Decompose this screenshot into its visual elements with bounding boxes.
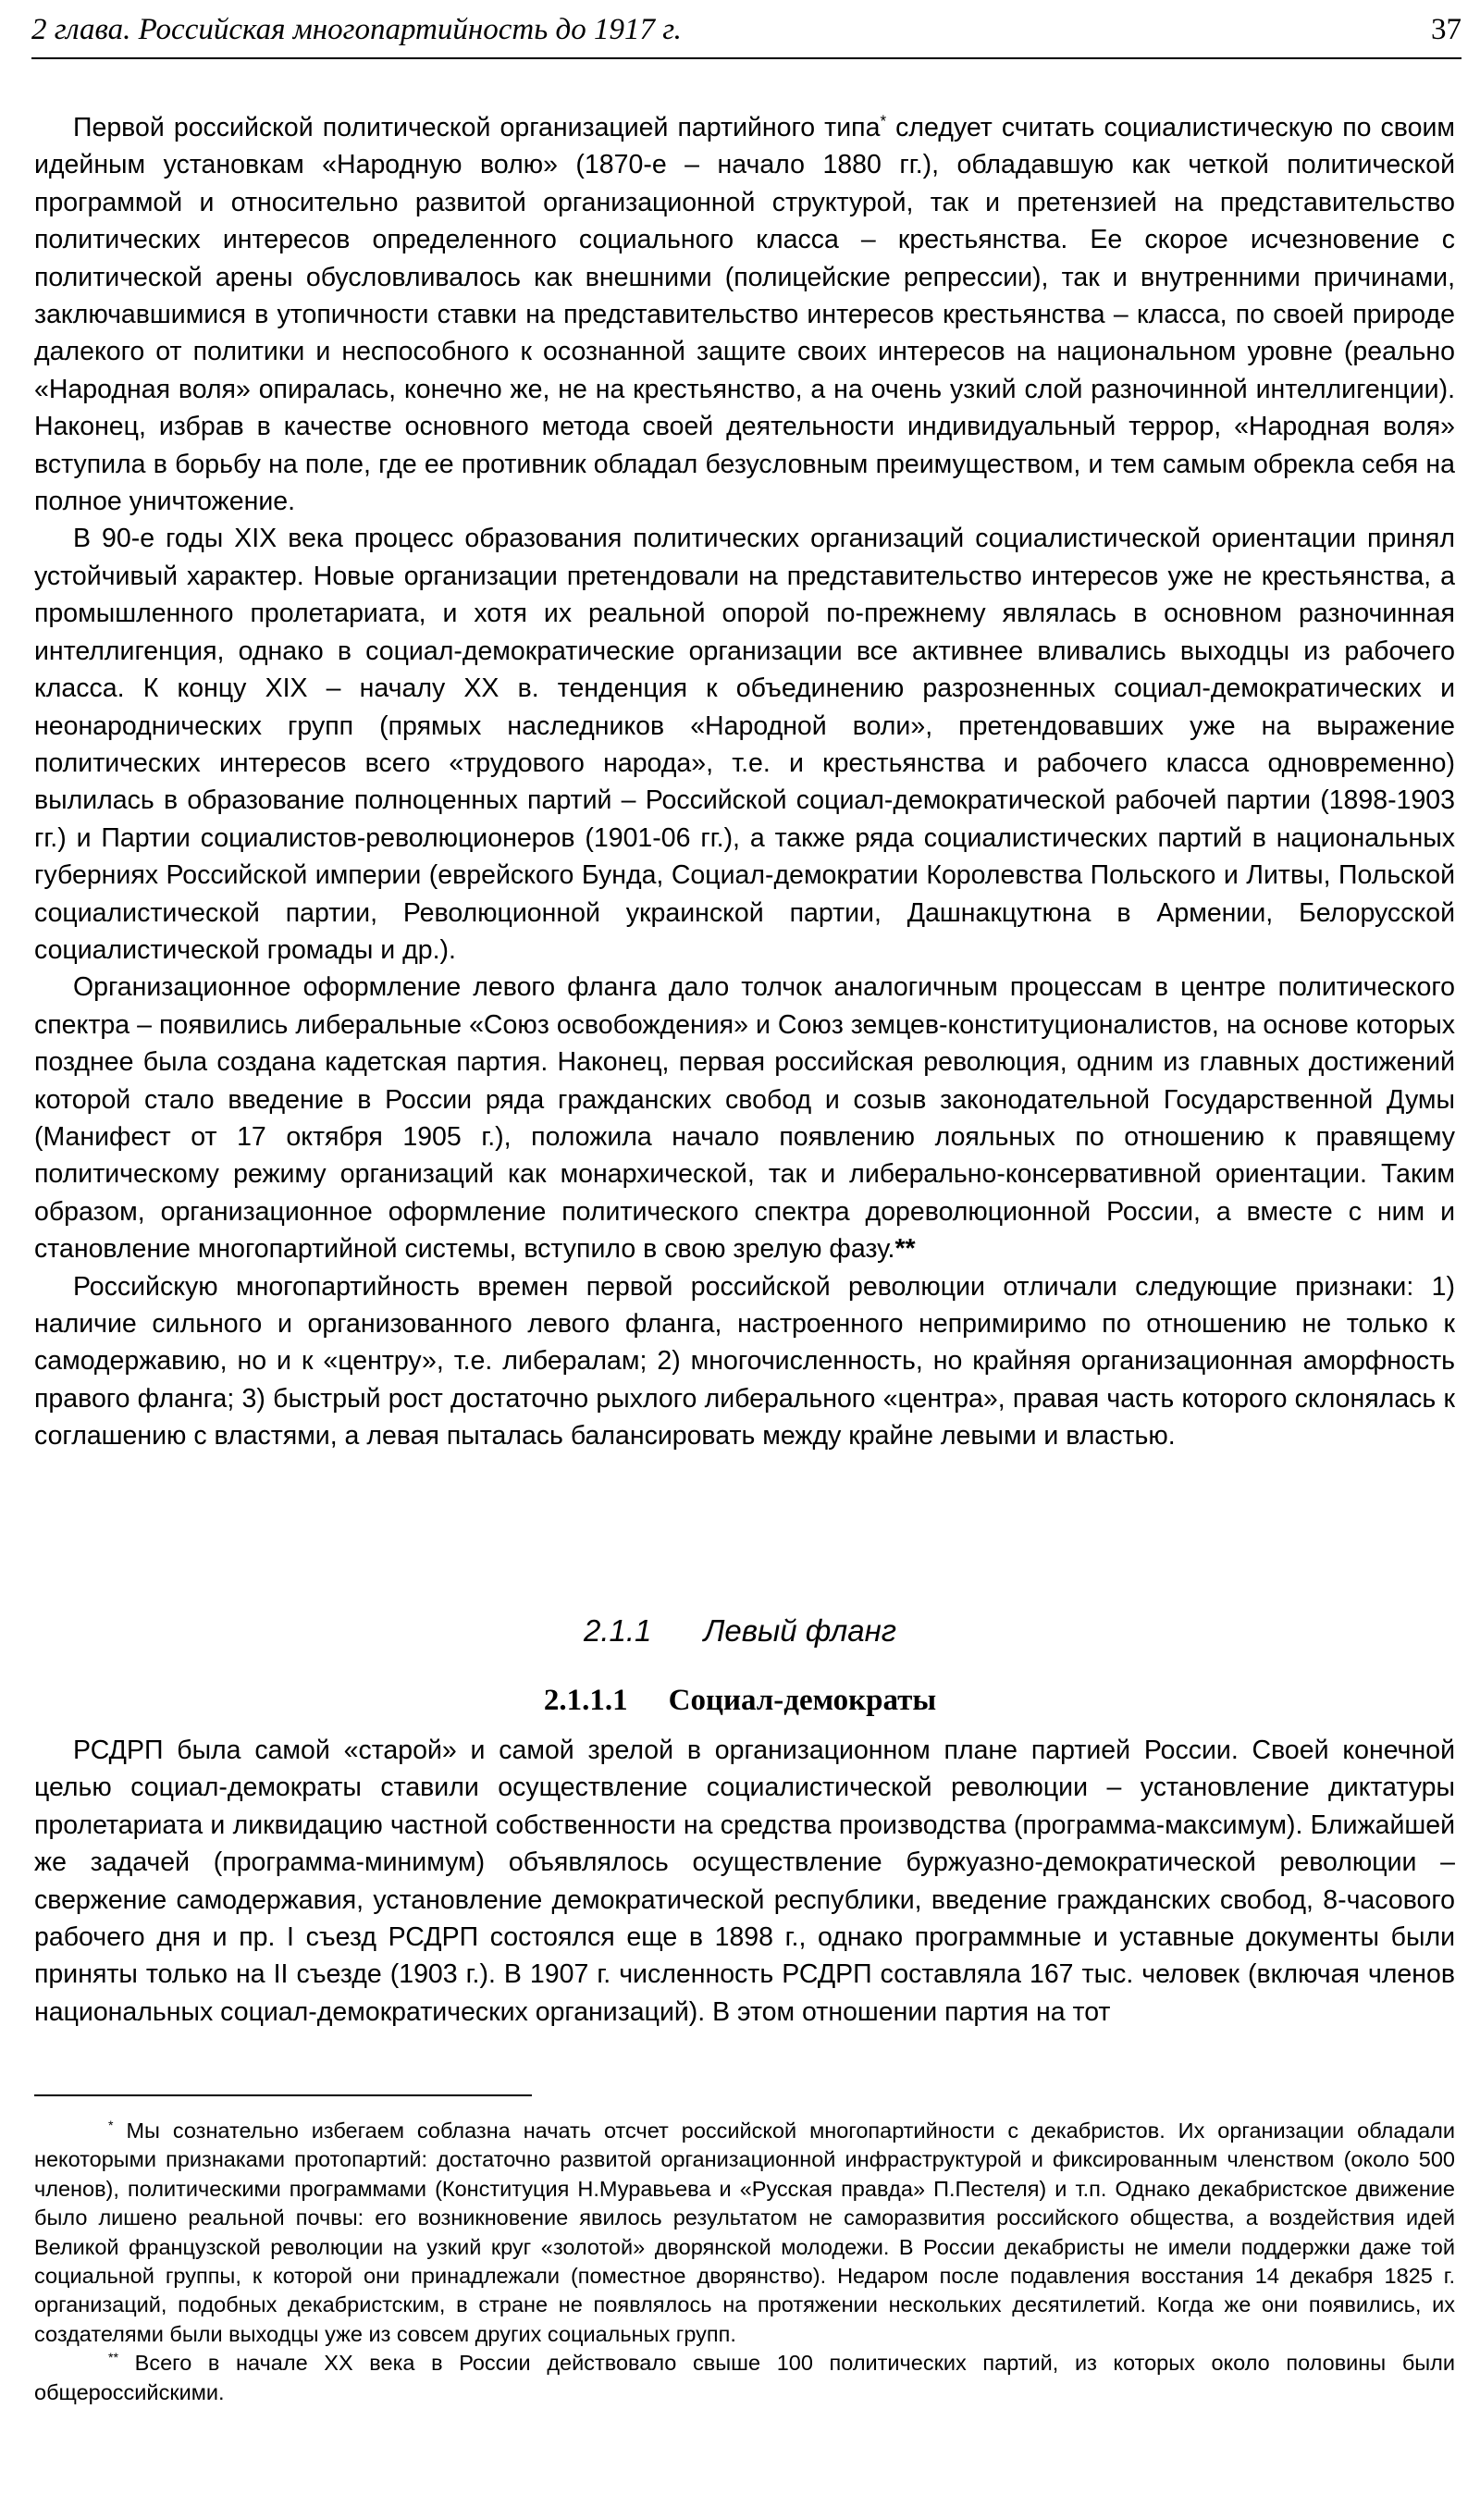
paragraph: В 90-е годы XIX века процесс образования политических организаций социалистической ориентации принял устойчивый характер. Новые организации претендовали на представительство интересов уже не крестьянства, а промышленного пролетариата, и хотя их реальной опорой по-прежнему являлась в основном разночинная интеллигенция, однако в социал-демократические организации все активнее вливались выходцы из рабочего класса. К концу XIX – началу XX в. тенденция к объединению разрозненных социал-демократических и неонароднических групп (прямых наследников «Народной воли», претендовавших уже на выражение политических интересов всего «трудового народа», т.е. и крестьянства и рабочего класса одновременно) вылилась в образование полноценных партий – Российской социал-демократической рабочей партии (1898-1903 гг.) и Партии социалистов-революционеров (1901-06 гг.), а также ряда социалистических партий в национальных губерниях Российской империи (еврейского Бунда, Социал-демократии Королевства Польского и Литвы, Польской социалистической партии, Революционной украинской партии, Дашнакцутюна в Армении, Белорусской социалистической громады и др.). — [34, 524, 1455, 965]
running-header — [31, 4, 1462, 59]
section-number: 2.1.1 — [584, 1613, 652, 1648]
footnote: * Мы сознательно избегаем соблазна начать отсчет российской многопартийности с декабристов. Их организации обладали некоторыми признаками протопартий: достаточно развитой организационной инфраструктурой и фиксированным членством (около 500 членов), политическими программами (Конституция Н.Муравьева и «Русская правда» П.Пестеля) и т.п. Однако декабристское движение было лишено реальной почвы: его возникновение явилось результатом не саморазвития российского общества, а воздействия идей Великой французской революции на узкий круг «золотой» дворянской молодежи. В России декабристы не имели поддержки даже той социальной группы, к которой они принадлежали (поместное дворянство). Недаром после подавления восстания 14 декабря 1825 г. организаций, подобных декабристским, в стране не появлялось на протяжении нескольких десятилетий. Когда же они появились, их создателями были выходцы уже из совсем других социальных групп. — [34, 2118, 1456, 2346]
subsection-title: Социал-демократы — [668, 1684, 937, 1717]
paragraph: Российскую многопартийность времен первой российской революции отличали следующие признаки: 1) наличие сильного и организованного левого фланга, настроенного непримиримо по отношению не только к самодержавию, но и к «центру», т.е. либералам; 2) многочисленность, но крайняя организационная аморфность правого фланга; 3) быстрый рост достаточно рыхлого либерального «центра», правая часть которого склонялась к соглашению с властями, а левая пыталась балансировать между крайне левыми и властью. — [34, 1271, 1455, 1451]
page-number: 37 — [1431, 13, 1462, 46]
footnote-mark: * — [108, 2118, 114, 2133]
main-text — [34, 109, 1455, 1455]
footnote: ** Всего в начале XX века в России действовало свыше 100 политических партий, из которых около половины были общероссийскими. — [34, 2350, 1456, 2404]
footnote-mark: ** — [108, 2350, 118, 2366]
section-title: Левый фланг — [703, 1613, 896, 1648]
footnotes — [34, 2117, 1455, 2407]
footnote-mark: * — [880, 112, 887, 130]
subsection-number: 2.1.1.1 — [543, 1684, 628, 1717]
subsection-text — [34, 1732, 1455, 2031]
section-heading — [0, 1613, 1480, 1649]
chapter-title: 2 глава. Российская многопартийность до 1917 г. — [31, 13, 682, 46]
paragraph: РСДРП была самой «старой» и самой зрелой в организационном плане партией России. Своей конечной целью социал-демократы ставили осуществление социалистической революции – установление диктатуры пролетариата и ликвидацию частной собственности на средства производства (программа-максимум). Ближайшей же задачей (программа-минимум) объявлялось осуществление буржуазно-демократической революции – свержение самодержавия, установление демократической республики, введение гражданских свобод, 8-часового рабочего дня и пр. I съезд РСДРП состоялся еще в 1898 г., однако программные и уставные документы были приняты только на II съезде (1903 г.). В 1907 г. численность РСДРП составляла 167 тыс. человек (включая членов национальных социал-демократических организаций). В этом отношении партия на тот — [34, 1736, 1455, 2027]
paragraph: Организационное оформление левого фланга дало толчок аналогичным процессам в центре политического спектра – появились либеральные «Союз освобождения» и Союз земцев-конституционалистов, на основе которых позднее была создана кадетская партия. Наконец, первая российская революция, одним из главных достижений которой стало введение в России ряда гражданских свобод и созыв законодательной Государственной Думы (Манифест от 17 октября 1905 г.), положила начало появлению лояльных по отношению к правящему политическому режиму организаций как монархической, так и либерально-консервативной ориентации. Таким образом, организационное оформление политического спектра дореволюционной России, а вместе с ним и становление многопартийной системы, вступило в свою зрелую фазу.** — [34, 972, 1455, 1265]
paragraph: Первой российской политической организацией партийного типа* следует считать социалистическую по своим идейным установкам «Народную волю» (1870-е – начало 1880 гг.), обладавшую как четкой политической программой и относительно развитой организационной структурой, так и претензией на представительство политических интересов определенного социального класса – крестьянства. Ее скорое исчезновение с политической арены обусловливалось как внешними (полицейские репрессии), так и внутренними причинами, заключавшимися в утопичности ставки на представительство интересов крестьянства – класса, по своей природе далекого от политики и неспособного к осознанной защите своих интересов на национальном уровне (реально «Народная воля» опиралась, конечно же, не на крестьянство, а на очень узкий слой разночинной интеллигенции). Наконец, избрав в качестве основного метода своей деятельности индивидуальный террор, «Народная воля» вступила в борьбу на поле, где ее противник обладал безусловным преимуществом, и тем самым обрекла себя на полное уничтожение. — [34, 112, 1455, 517]
footnote-mark: ** — [894, 1234, 916, 1265]
subsection-heading — [0, 1684, 1480, 1718]
footnote-separator — [34, 2094, 532, 2096]
